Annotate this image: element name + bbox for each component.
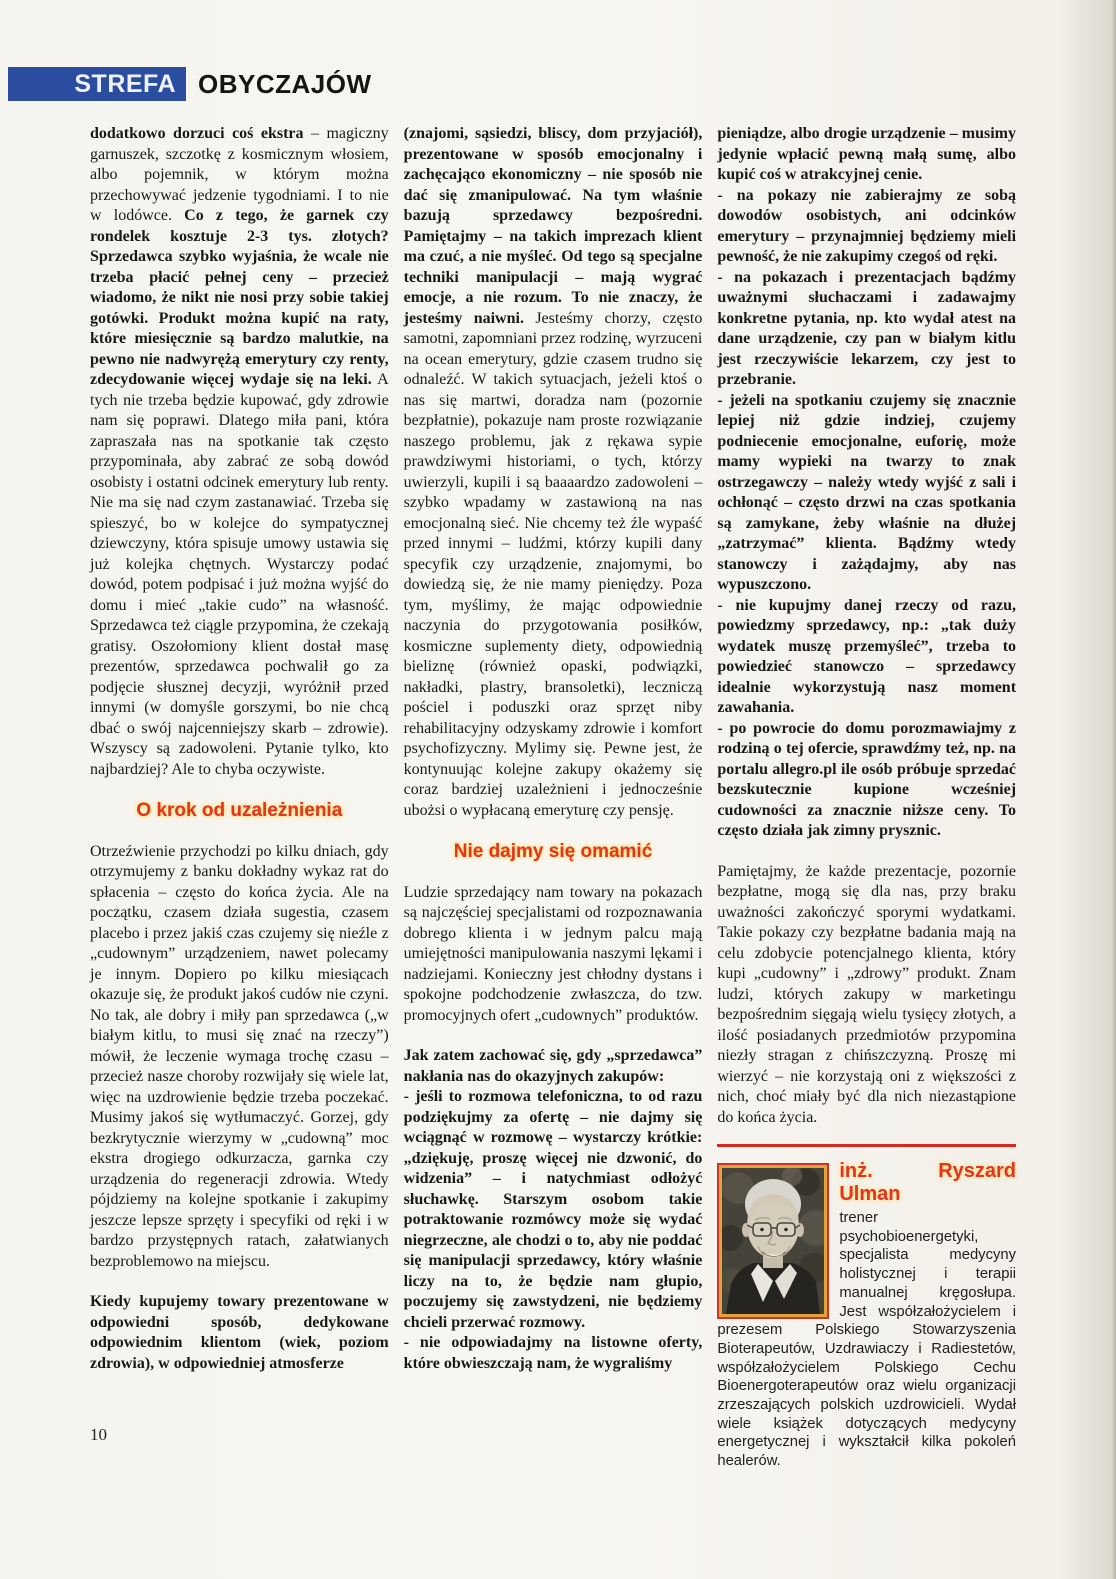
column-1 <box>90 124 389 1471</box>
paragraph: Kiedy kupujemy towary prezentowane w odpowiedni sposób, dedykowane odpowiednim klientom (wiek, poziom zdrowia), w odpowiedniej atmosferze <box>90 1293 389 1372</box>
portrait-illustration <box>722 1168 824 1314</box>
bio-name: inż. Ryszard Ulman <box>839 1160 1017 1205</box>
bio-section <box>717 1160 1016 1471</box>
column-2 <box>404 124 703 1471</box>
paragraph: Otrzeźwienie przychodzi po kilku dniach, gdy otrzymujemy z banku dokładny wykaz rat do spłacenia – często do końca życia. Ale na początku, czasem działa sugestia, czasem placebo i przez jakiś czas czujemy się nieźle z „cudownym” urządzeniem, nawet polecamy je innym. Dopiero po kilku miesiącach okazuje się, że produkt jakoś cudów nie czyni. No tak, ale dobry i miły pan sprzedawca („w białym kitlu, to musi się znać na rzeczy”) mówił, że leczenie wymaga trochę czasu – przecież nasze choroby rozwijały się wiele lat, więc na uzdrowienie będzie trzeba poczekać. Musimy jakoś się wytłumaczyć. Gorzej, gdy bezkrytycznie wierzymy w „cudowną” moc ekstra drogiego odkurzacza, garnka czy urządzenia do regeneracji zdrowia. Wtedy pójdziemy na kolejne spotkanie i zakupimy jeszcze lepsze sprzęty i specyfiki od ręki i w bardzo przystępnych ratach, załatwianych bezproblemowo na miejscu. <box>90 842 389 1270</box>
paragraph: - po powrocie do domu porozmawiajmy z rodziną o tej ofercie, sprawdźmy też, np. na portalu allegro.pl ile osób próbuje sprzedać bezskutecznie kupione wcześniej cudowności za znacznie niższe ceny. To często działa jak zimny prysznic. <box>717 719 1017 839</box>
section-heading: O krok od uzależnienia <box>136 800 343 821</box>
paragraph: - na pokazach i prezentacjach bądźmy uważnymi słuchaczami i zadawajmy konkretne pytania, np. kto wydał atest na dane urządzenie, czy pan w białym kitlu jest rzeczywiście lekarzem, czy jest to przebranie. <box>717 268 1017 388</box>
column-2-text <box>404 124 703 1374</box>
paragraph: (znajomi, sąsiedzi, bliscy, dom przyjaciół), prezentowane w sposób emocjonalny i zachęcająco ekonomiczny – nie sposób nie dać się zmanipulować. Na tym właśnie bazują sprzedawcy bezpośredni. Pamiętajmy – na takich imprezach klient ma czuć, a nie myśleć. Od tego są specjalne techniki manipulacji – mają wygrać emocje, a nie rozum. To nie znaczy, że jesteśmy naiwni. Jesteśmy chorzy, często samotni, zapomniani przez rodzinę, wyrzuceni na ocean emerytury, gdzie czasem trudno się odnaleźć. W takich sytuacjach, jeżeli ktoś o nas się martwi, doradza nam (pozornie bezpłatnie), pokazuje nam proste rozwiązanie naszego problemu, jak z rękawa sypie prawdziwymi historiami, o tych, którzy uwierzyli, kupili i są baaaardzo zadowoleni – szybko wpadamy w zastawioną na nas emocjonalną sieć. Nie chcemy też źle wypaść przed innymi – ludźmi, którzy kupili dany specyfik czy urządzenie, znajomymi, bo dowiedzą się, że nie mamy pieniędzy. Poza tym, myślimy, że mając odpowiednie naczynia do przygotowania posiłków, kosmiczne suplementy diety, odpowiednią bieliznę (również opaski, podwiązki, nakładki, plastry, bransoletki), leczniczą pościel i poduszki oraz sprzęt niby rehabilitacyjny odzyskamy zdrowie i komfort psychofizyczny. Mylimy się. Pewne jest, że kontynuując kolejne zakupy okażemy się coraz bardziej uzależnieni i jednocześnie ubożsi o wypłacaną emeryturę czy pensję. <box>403 125 703 819</box>
paragraph: - jeżeli na spotkaniu czujemy się znacznie lepiej niż gdzie indziej, czujemy podniecenie emocjonalne, euforię, może mamy wypieki na twarzy to znak ostrzegawczy – należy wtedy wyjść z sali i ochłonąć – często drzwi na czas spotkania są zamykane, żeby właśnie na dłużej „zatrzymać” klienta. Bądźmy wtedy stanowczy i zażądajmy, aby nas wypuszczono. <box>717 391 1017 593</box>
paragraph: Jak zatem zachować się, gdy „sprzedawca” nakłania nas do okazyjnych zakupów: <box>403 1047 703 1085</box>
paragraph: pieniądze, albo drogie urządzenie – musimy jedynie wpłacić pewną małą sumę, albo kupić coś w atrakcyjnej cenie. <box>717 125 1017 183</box>
page-title <box>198 67 372 101</box>
column-1-text <box>90 124 389 1374</box>
paragraph: - nie odpowiadajmy na listowne oferty, które obwieszczają nam, że wygraliśmy <box>403 1334 703 1372</box>
column-3 <box>717 124 1016 1471</box>
section-label: STREFA <box>74 69 176 98</box>
section-heading: Nie dajmy się omamić <box>453 841 653 862</box>
paragraph: Ludzie sprzedający nam towary na pokazach są najczęściej specjalistami od rozpoznawania dobrego klienta i w jednym palcu mają umiejętności manipulowania naszymi lękami i nadziejami. Konieczny jest chłodny dystans i spokojne podchodzenie zwłaszcza, do tzw. promocyjnych ofert „cudownych” produktów. <box>403 883 703 1024</box>
paragraph: - jeśli to rozmowa telefoniczna, to od razu podziękujmy za ofertę – nie dajmy się wciągnąć w rozmowę – wystarczy krótkie: „dziękuję, proszę więcej nie dzwonić, do widzenia” – i natychmiast odłożyć słuchawkę. Starszym osobom takie potraktowanie rozmówcy może się wydać niegrzeczne, ale chodzi o to, aby nie poddać się manipulacji sprzedawcy, który właśnie liczy na to, że będzie nam głupio, poczujemy się zawstydzeni, nie będziemy chcieli przerwać rozmowy. <box>403 1088 703 1331</box>
page-number: 10 <box>90 1425 107 1444</box>
bio-text: trener psychobioenergetyki, specjalista medycyny holistycznej i terapii manualnej kręgosłupa. Jest współzałożycielem i prezesem Polskiego Stowarzyszenia Bioterapeutów, Uzdrawiaczy i Radiestetów, współzałożycielem Polskiego Cechu Bioenergoterapeutów oraz wielu organizacji zrzeszających polskich uzdrowicieli. Wydał wiele książek dotyczących medycyny energetycznej i wykształcił kilka pokoleń healerów. <box>717 1210 1017 1470</box>
column-3-text <box>717 124 1016 1128</box>
paragraph: Pamiętajmy, że każde prezentacje, pozornie bezpłatne, mogą się dla nas, przy braku uważności zakończyć sporymi wydatkami. Takie pokazy czy bezpłatne badania mają na celu zdobycie potencjalnego klienta, który kupi „cudowny” i „zdrowy” produkt. Znam ludzi, których zakupy w marketingu bezpośrednim sięgają wielu tysięcy złotych, a ilość posiadanych przedmiotów przypomina niezły stragan z chińszczyzną. Proszę mi wierzyć – nie korzystają oni z większości z nich, choć miały być dla nich niezastąpione do końca życia. <box>717 862 1017 1126</box>
paragraph: dodatkowo dorzuci coś ekstra – magiczny garnuszek, szczotkę z kosmicznym włosiem, albo pojemnik, w którym można przechowywać jedzenie tygodniami. I to nie w lodówce. Co z tego, że garnek czy rondelek kosztuje 2-3 tys. złotych? Sprzedawca szybko wyjaśnia, że wcale nie trzeba płacić pełnej ceny – przecież wiadomo, że nikt nie nosi przy sobie takiej gotówki. Produkt można kupić na raty, które miesięcznie są bardzo malutkie, na pewno nie nadwyrężą emerytury czy renty, zdecydowanie więcej wydaje się na leki. A tych nie trzeba będzie kupować, gdy zdrowie nam się poprawi. Dlatego miła pani, która zapraszała nas na spotkanie tak często przypominała, aby zabrać ze sobą dowód osobisty i ostatni odcinek emerytury lub renty. Nie ma się nad czym zastanawiać. Trzeba się spieszyć, bo w kolejce do sympatycznej dziewczyny, która spisuje umowy ustawia się już kolejka chętnych. Wystarczy podać dowód, potem podpisać i już można wyjść do domu i mieć „takie cudo” na własność. Sprzedawca też ciągle przypomina, że czekają gratisy. Oszołomiony klient dostał masę prezentów, sprzedawca pochwalił go za podjęcie słusznej decyzji, wyróżnił przed innymi (w domyśle gorszymi, bo nie chcą dbać o swój najcenniejszy skarb – zdrowie). Wszyscy są zadowoleni. Pytanie tylko, kto najbardziej? Ale to chyba oczywiste. <box>90 125 389 778</box>
article-body <box>90 124 1016 1471</box>
section-header <box>8 67 372 101</box>
section-header-blue-box <box>8 67 186 101</box>
bio-divider-rule <box>717 1144 1016 1147</box>
bio-photo-frame <box>717 1163 829 1319</box>
paragraph: - na pokazy nie zabierajmy ze sobą dowodów osobistych, ani odcinków emerytury – przynajmniej będziemy mieli pewność, że nie zakupimy czegoś od ręki. <box>717 186 1017 265</box>
paragraph: - nie kupujmy danej rzeczy od razu, powiedzmy sprzedawcy, np.: „tak duży wydatek muszę przemyśleć”, trzeba to powiedzieć stanowczo – sprzedawcy idealnie wykorzystują nasz moment zawahania. <box>717 596 1017 716</box>
page-title-label: OBYCZAJÓW <box>198 68 372 99</box>
